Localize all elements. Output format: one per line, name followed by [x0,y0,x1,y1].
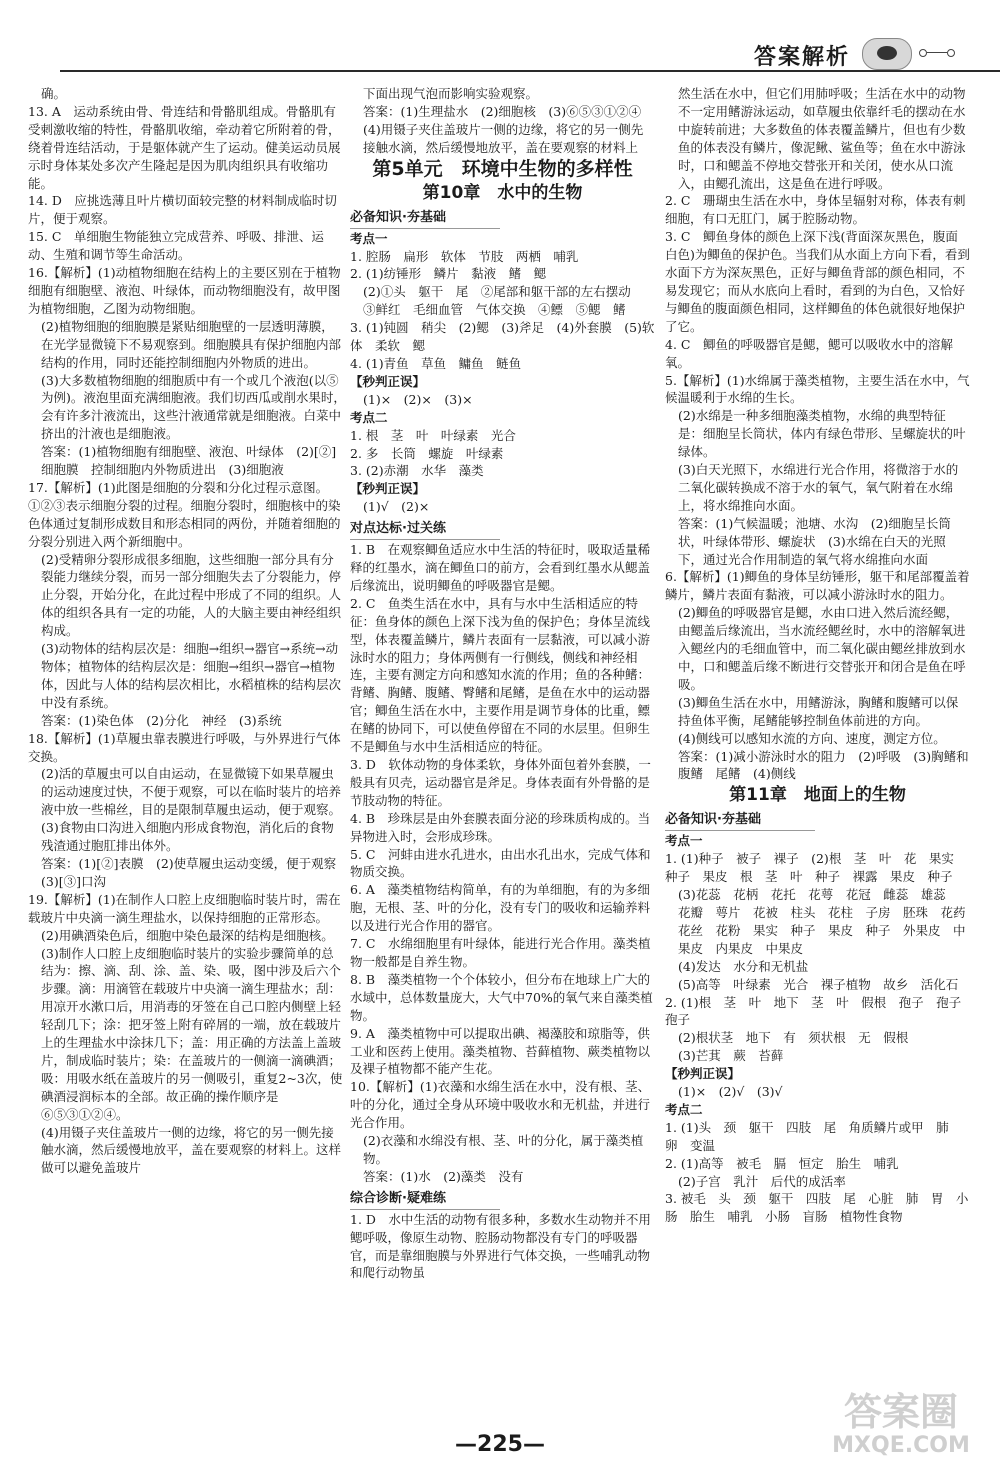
answer-line: 9. A 藻类植物中可以提取出碘、褐藻胶和琼脂等，供工业和医药上使用。藻类植物、苔藓植物、蕨类植物以及裸子植物都不能产生花。 [350,1025,651,1077]
watermark-text: 答案圈 [843,1390,958,1434]
answer-line: 1. B 在观察鲫鱼适应水中生活的特征时，吸取适量稀释的红墨水，滴在鲫鱼口的前方，会看到红墨水从鳃盖后缘流出，说明鲫鱼的呼吸器官是鳃。 [350,542,651,593]
answer-line: 3. (2)赤潮 水华 藻类 [350,463,484,479]
answer-line: 4. B 珍珠层是由外套膜表面分泌的珍珠质构成的。当异物进入时，会形成珍珠。 [350,810,651,844]
answer-line: 然生活在水中，但它们用肺呼吸；生活在水中的动物不一定用鳍游泳运动，如草履虫依靠纤毛的摆动在水中旋转前进；大多数鱼的体表覆盖鳞片，但也有少数鱼的体表没有鳞片，像泥鳅、鲨鱼等；鱼在水中游泳时，口和鳃盖不停地交替张开和关闭，使水从口流入，由鳃孔流出，这是鱼在进行呼吸。 [678,86,966,191]
key-point-2-heading: 考点二 [350,409,388,425]
answer-line: 3. (1)钝圆 稍尖 (2)鳃 (3)斧足 (4)外套膜 (5)软体 柔软 鳃 [350,320,655,354]
page-header [0,0,1000,80]
key-point-2-list [350,427,655,481]
answer-line: (3)食物由口沟进入细胞内形成食物泡，消化后的食物残渣通过胞肛排出体外。 [41,820,334,854]
answer-line: 5.【解析】(1)水绵属于藻类植物，主要生活在水中，气候温暖利于水绵的生长。 [665,372,970,406]
column-3-continuation [665,85,970,783]
answer-line: 3. D 软体动物的身体柔软，身体外面包着外套膜，一般具有贝壳，运动器官是斧足。身体表面有外骨骼的是节肢动物的特征。 [350,757,651,808]
answer-line: (3)大多数植物细胞的细胞质中有一个或几个液泡(以⑤为例)。液泡里面充满细胞液。我们切西瓜或削水果时，会有许多汁液流出，这些汁液通常就是细胞液。白菜中挤出的汁液也是细胞液。 [41,372,346,442]
answer-line: (2)衣藻和水绵没有根、茎、叶的分化，属于藻类植物。 [363,1133,644,1166]
answer-line: (2)鲫鱼的呼吸器官是鳃，水由口进入然后流经鳃，由鳃盖后缘流出，当水流经鳃丝时，水中的溶解氧进入鳃丝内的毛细血管中，而二氧化碳由鳃丝排放到水中，口和鳃盖后缘不断进行交替张开和闭合是鱼在呼吸。 [678,605,966,692]
column-2-continuation [350,85,655,157]
answer-line: 答案：(1)染色体 (2)分化 神经 (3)系统 [41,712,282,728]
answer-line: (3)动物体的结构层次是：细胞→组织→器官→系统→动物体；植物体的结构层次是：细胞→组织→器官→植物体，因此与人体的结构层次相比，水稻植株的结构层次中没有系统。 [41,641,342,710]
header-title: 答案解析 [753,45,850,70]
eye-logo-icon [862,38,912,70]
ch11-quick-judge-answers: (1)× (2)√ (3)√ [678,1084,783,1100]
quick-judge-answers-2: (1)√ (2)× [363,499,430,515]
chapter-10-title: 第10章 水中的生物 [422,182,583,203]
section-comprehensive-heading: 综合诊断·疑难练 [350,1189,500,1210]
answer-line: (2)水绵是一种多细胞藻类植物，水绵的典型特征是：细胞呈长筒状，体内有绿色带形、呈螺旋状的叶绿体。 [678,408,966,460]
page-number: —225— [455,1432,545,1457]
answer-line: 1. 根 茎 叶 叶绿素 光合 [350,427,516,443]
section-basics-heading-2: 必备知识·夯基础 [665,810,815,831]
answer-line: 17.【解析】(1)此图是细胞的分裂和分化过程示意图。①②③表示细胞分裂的过程。细胞分裂时，细胞核中的染色体通过复制形成数目和形态相同的两份，并随着细胞的分裂分别进入两个新细胞中。 [28,479,341,549]
ch11-key-point-1-list [665,850,979,1065]
answer-line: 5. C 河蚌由进水孔进水，由出水孔出水，完成气体和物质交换。 [350,846,651,880]
answer-line: 18.【解析】(1)草履虫靠表膜进行呼吸，与外界进行气体交换。 [28,730,341,764]
answer-line: 答案：(1)生理盐水 (2)细胞核 (3)⑥⑤③①②④ (4)用镊子夹住盖玻片一侧的边缘，将它的另一侧先接触水滴，然后缓慢地放平，盖在要观察的材料上 [363,103,654,155]
answer-line: 8. B 藻类植物一个个体较小，但分布在地球上广大的水域中，总体数量庞大，大气中70%的氧气来自藻类植物。 [350,971,653,1023]
ch11-quick-judge-heading: 【秒判正误】 [665,1066,741,1082]
watermark-site: MXQE.COM [832,1433,970,1458]
key-point-1-list [350,248,655,373]
answer-line: (5)高等 叶绿素 光合 裸子植物 故乡 活化石 [678,976,959,992]
answer-line: 6. A 藻类植物结构简单，有的为单细胞，有的为多细胞，无根、茎、叶的分化，没有专门的吸收和运输养料以及进行光合作用的器官。 [350,882,651,934]
answer-column-3 [665,85,979,1226]
answer-line: (3)芒萁 蕨 苔藓 [678,1048,784,1064]
answer-column-2 [350,85,655,1282]
answer-line: 3. C 鲫鱼身体的颜色上深下浅(背面深灰黑色，腹面白色)为鲫鱼的保护色。当我们从水面上方向下看，看到水面下方为深灰黑色，正好与鲫鱼背部的颜色相同，不易发现它；而从水底向上看时，看到的为白色，又恰好与鲫鱼的腹面颜色相同，这样鲫鱼的体色就很好地保护了它。 [665,229,970,334]
answer-line: (4)用镊子夹住盖玻片一侧的边缘，将它的另一侧先接触水滴，然后缓慢地放平，盖在要观察的材料上。这样做可以避免盖玻片 [41,1124,342,1176]
answer-line: 10.【解析】(1)衣藻和水绵生活在水中，没有根、茎、叶的分化，通过全身从环境中吸收水和无机盐，并进行光合作用。 [350,1079,651,1131]
answer-line: 2. C 鱼类生活在水中，具有与水中生活相适应的特征：鱼身体的颜色上深下浅为鱼的保护色；身体呈流线型，体表覆盖鳞片，鳞片表面有一层黏液，可以减小游泳时水的阻力；身体两侧有一行侧线，侧线和神经相连，主要有测定方向和感知水流的作用；鱼的各种鳍：背鳍、胸鳍、腹鳍、臀鳍和尾鳍，是鱼在水中的运动器官；鲫鱼生活在水中，主要作用是调节身体的比重，鳔在鳍的协同下，可以使鱼停留在不同的水层里。但卵生不是鲫鱼与水中生活相适应的特征。 [350,595,651,755]
answer-line: (3)花蕊 花柄 花托 花萼 花冠 雌蕊 雄蕊 花瓣 萼片 花被 柱头 花柱 子房 胚珠 花药 花丝 花粉 果实 种子 果皮 种子 外果皮 中果皮 内果皮 中果皮 [678,887,979,956]
ch11-key-point-2-heading: 考点二 [665,1101,703,1117]
answer-line: 2. (1)纺锤形 鳞片 黏液 鳍 鳃 [350,266,547,282]
answer-line: 2. 多 长筒 螺旋 叶绿素 [350,445,504,461]
answer-line: 16.【解析】(1)动植物细胞在结构上的主要区别在于植物细胞有细胞壁、液泡、叶绿体，而动物细胞没有，故甲图为植物细胞，乙图为动物细胞。 [28,265,341,316]
answer-line: 答案：(1)植物细胞有细胞壁、液泡、叶绿体 (2)[②]细胞膜 控制细胞内外物质进出 (3)细胞液 [41,444,337,478]
answer-line: (4)侧线可以感知水流的方向、速度，测定方位。 [678,730,946,746]
answer-line: (3)制作人口腔上皮细胞临时装片的实验步骤简单的总结为：擦、滴、刮、涂、盖、染、吸，图中涉及后六个步骤。滴：用滴管在载玻片中央滴一滴生理盐水；刮：用凉开水漱口后，用消毒的牙签在自己口腔内侧壁上轻轻刮几下；涂：把牙签上附有碎屑的一端，放在载玻片上的生理盐水中涂抹几下；盖：用正确的方法盖上盖玻片，制成临时装片；染：在盖玻片的一侧滴一滴碘酒；吸：用吸水纸在盖玻片的另一侧吸引，重复2~3次，使碘酒浸润标本的全部。故正确的操作顺序是⑥⑤③①②④。 [41,945,343,1122]
answer-line: 13. A 运动系统由骨、骨连结和骨骼肌组成。骨骼肌有受刺激收缩的特性，骨骼肌收缩，牵动着它所附着的骨，绕着骨连结活动，于是躯体就产生了运动。健美运动员展示时身体某处多次产生隆起是因为肌肉组织具有收缩功能。 [28,103,341,191]
quick-judge-heading: 【秒判正误】 [350,373,426,389]
section-practice-heading: 对点达标·过关练 [350,519,500,540]
answer-line: 1. (1)头 颈 躯干 四肢 尾 角质鳞片或甲 肺 卵 变温 [665,1119,962,1153]
answer-column-1 [28,85,349,1177]
answer-line: 1. D 水中生活的动物有很多种，多数水生动物并不用鳃呼吸，像原生动物、腔肠动物都没有专门的呼吸器官，而是靠细胞膜与外界进行气体交换，一些哺乳动物和爬行动物虽 [350,1211,651,1281]
chapter-11-title: 第11章 地面上的生物 [729,785,906,806]
answer-line: 7. C 水绵细胞里有叶绿体，能进行光合作用。藻类植物一般都是自养生物。 [350,936,651,969]
header-rule [60,70,1000,72]
answer-line: (2)植物细胞的细胞膜是紧贴细胞壁的一层透明薄膜，在光学显微镜下不易观察到。细胞膜具有保护细胞内部结构的作用，同时还能控制细胞内外物质的进出。 [41,318,342,370]
quick-judge-heading-2: 【秒判正误】 [350,481,426,497]
quick-judge-answers: (1)× (2)× (3)× [363,391,473,407]
answer-line: (2)子宫 乳汁 后代的成活率 [678,1173,846,1189]
answer-line: 6.【解析】(1)鲫鱼的身体呈纺锤形，躯干和尾部覆盖着鳞片，鳞片表面有黏液，可以减小游泳时水的阻力。 [665,569,970,603]
answer-line: 答案：(1)[②]表膜 (2)使草履虫运动变缓，便于观察 (3)[③]口沟 [41,855,349,889]
answer-line: (3)白天光照下，水绵进行光合作用，将微溶于水的二氧化碳转换成不溶于水的氧气，氧气附着在水绵上，将水绵推向水面。 [678,462,959,513]
answer-line: 3. 被毛 头 颈 躯干 四肢 尾 心脏 肺 胃 小肠 胎生 哺乳 小肠 盲肠 植物性食物 [665,1191,969,1225]
answer-line: 4. (1)青鱼 草鱼 鳙鱼 鲢鱼 [350,355,522,371]
answer-line: 4. C 鲫鱼的呼吸器官是鳃，鳃可以吸收水中的溶解氧。 [665,336,953,370]
answer-line: (2)用碘酒染色后，细胞中染色最深的结构是细胞核。 [41,927,334,943]
key-point-1-heading: 考点一 [350,230,388,246]
connector-dots-icon [919,49,955,55]
comprehensive-answers-list [350,1211,655,1283]
answer-line: 15. C 单细胞生物能独立完成营养、呼吸、排泄、运动、生殖和调节等生命活动。 [28,229,324,263]
answer-line: (2)活的草履虫可以自由运动，在显微镜下如果草履虫的运动速度过快，不便于观察，可以在临时装片的培养液中放一些棉丝，目的是限制草履虫运动，便于观察。 [41,766,342,818]
answer-line: 14. D 应挑选薄且叶片横切面较完整的材料制成临时切片，便于观察。 [28,193,337,227]
answer-line: 确。 [41,86,67,101]
answer-line: 答案：(1)减小游泳时水的阻力 (2)呼吸 (3)胸鳍和腹鳍 尾鳍 (4)侧线 [678,748,969,782]
answer-line: (2)根状茎 地下 有 须状根 无 假根 [678,1030,909,1046]
answer-line: 下面出现气泡而影响实验观察。 [363,86,539,101]
watermark-logo [826,1390,976,1460]
answer-line: (2)受精卵分裂形成很多细胞，这些细胞一部分具有分裂能力继续分裂，而另一部分细胞失去了分裂能力，停止分裂，开始分化，在此过程中形成了不同的组织。人体的组织各具有一定的功能，人的大脑主要由神经组织构成。 [41,551,342,639]
answer-line: 2. (1)根 茎 叶 地下 茎 叶 假根 孢子 孢子 孢子 [665,994,974,1028]
answer-line: 2. (1)高等 被毛 膈 恒定 胎生 哺乳 [665,1155,899,1171]
answer-line: (4)发达 水分和无机盐 [678,958,809,974]
answer-line: (3)鲫鱼生活在水中，用鳍游泳，胸鳍和腹鳍可以保持鱼体平衡，尾鳍能够控制鱼体前进的方向。 [678,694,959,728]
answer-line: 1. 腔肠 扁形 软体 节肢 两栖 哺乳 [350,248,579,264]
section-basics-heading: 必备知识·夯基础 [350,208,500,229]
ch11-key-point-1-heading: 考点一 [665,833,703,849]
answer-line: 2. C 珊瑚虫生活在水中，身体呈辐射对称，体表有刺细胞，有口无肛门，属于腔肠动物。 [665,193,966,227]
answer-line: (2)①头 躯干 尾 ②尾部和躯干部的左右摆动 ③鲜红 毛细血管 气体交换 ④鳔 ⑤鳃 鳍 [363,284,644,318]
practice-answers-list [350,541,655,1186]
answer-line: 19.【解析】(1)在制作人口腔上皮细胞临时装片时，需在载玻片中央滴一滴生理盐水，以保持细胞的正常形态。 [28,891,341,925]
answer-line: 答案：(1)气候温暖；池塘、水沟 (2)细胞呈长筒状，叶绿体带形、螺旋状 (3)水绵在白天的光照下，通过光合作用制造的氧气将水绵推向水面 [678,515,951,567]
unit-title: 第5单元 环境中生物的多样性 [372,157,633,180]
answer-line: 1. (1)种子 被子 裸子 (2)根 茎 叶 花 果实 种子 果皮 根 茎 叶 种子 裸露 果皮 种子 [665,851,967,885]
answer-line: 答案：(1)水 (2)藻类 没有 [363,1168,524,1184]
ch11-key-point-2-list [665,1119,970,1226]
